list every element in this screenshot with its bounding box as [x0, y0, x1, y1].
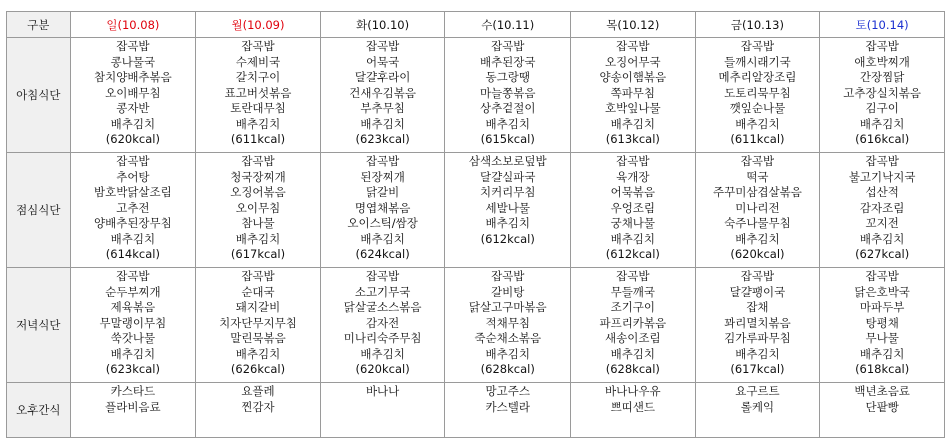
menu-item: 잡곡밥 — [616, 269, 650, 283]
calorie-value: (613kcal) — [605, 132, 660, 146]
menu-item: 잡곡밥 — [740, 154, 775, 168]
menu-cell-lunch-wed — [445, 153, 571, 268]
menu-item: 불고기낙지국 — [848, 169, 916, 184]
menu-item: 단팥빵 — [865, 399, 899, 414]
menu-item: 잡곡밥 — [241, 39, 275, 53]
menu-cell-lunch-sun — [70, 153, 196, 268]
menu-item: 무들깨국 — [610, 284, 656, 299]
menu-cell-lunch-thu — [571, 153, 696, 268]
menu-item: 김구이 — [865, 101, 899, 115]
menu-item: 어묵볶음 — [610, 185, 656, 199]
menu-cell-dinner-fri — [695, 268, 820, 383]
menu-item: 참나물 — [241, 216, 275, 230]
menu-item: 애호박찌개 — [854, 54, 910, 69]
menu-cell-dinner-sun — [70, 268, 196, 383]
menu-item: 삼색소보로덮밥 — [468, 154, 547, 168]
menu-cell-lunch-mon — [196, 153, 321, 268]
menu-item: 김가루파무침 — [724, 331, 791, 345]
menu-item: 적채무침 — [485, 315, 530, 330]
calorie-value: (627kcal) — [855, 247, 910, 261]
menu-item: 어묵국 — [365, 54, 400, 69]
menu-item: 마파두부 — [859, 300, 905, 314]
menu-item: 요플레 — [241, 384, 275, 398]
menu-item: 배추김치 — [859, 346, 905, 361]
menu-item: 상추겉절이 — [479, 101, 536, 115]
calorie-value: (628kcal) — [480, 362, 535, 376]
menu-item: 참치양배추볶음 — [94, 70, 172, 84]
menu-item: 잡곡밥 — [740, 39, 775, 53]
menu-item: 오이배무침 — [105, 85, 161, 100]
menu-item: 잡곡밥 — [491, 39, 525, 53]
menu-item: 잡곡밥 — [365, 154, 400, 168]
menu-item: 표고버섯볶음 — [224, 85, 292, 100]
menu-cell-lunch-fri — [695, 153, 820, 268]
menu-item: 배추김치 — [735, 231, 780, 246]
menu-cell-dinner-thu — [571, 268, 696, 383]
menu-item: 닭갈비 — [365, 185, 400, 199]
menu-cell-breakfast-mon — [196, 38, 321, 153]
menu-item: 잡곡밥 — [865, 39, 899, 53]
menu-item: 달걀후라이 — [354, 70, 411, 84]
menu-item: 토란대무침 — [230, 101, 286, 115]
menu-item: 배추김치 — [360, 116, 405, 131]
menu-item: 롤케익 — [740, 399, 775, 414]
menu-item: 미나리숙주무침 — [343, 331, 422, 345]
menu-item: 세발나물 — [485, 200, 530, 215]
menu-item: 잡곡밥 — [365, 269, 400, 283]
menu-item: 들깨시래기국 — [724, 54, 791, 69]
menu-item: 부추무침 — [360, 101, 405, 115]
menu-cell-dinner-tue — [320, 268, 445, 383]
snack-row — [7, 383, 945, 438]
row-label: 아침식단 — [7, 38, 71, 153]
menu-item: 간장찜닭 — [859, 70, 905, 84]
menu-item: 잡곡밥 — [740, 269, 775, 283]
menu-item: 건새우김볶음 — [349, 85, 416, 100]
menu-item: 배추김치 — [110, 231, 156, 246]
calorie-value: (623kcal) — [105, 362, 160, 376]
day-header-tue: 화(10.10) — [320, 12, 445, 38]
menu-item: 배추김치 — [235, 231, 281, 246]
menu-item: 달걀실파국 — [479, 169, 536, 184]
menu-item: 청국장찌개 — [230, 169, 286, 184]
menu-item: 잡곡밥 — [241, 154, 275, 168]
menu-item: 조기구이 — [610, 300, 656, 314]
menu-item: 배추김치 — [485, 216, 530, 230]
menu-item: 명엽채볶음 — [354, 200, 411, 215]
menu-item: 된장찌개 — [360, 169, 405, 184]
menu-item: 갈치구이 — [235, 70, 281, 84]
menu-cell-dinner-sat — [820, 268, 945, 383]
menu-item: 말린묵볶음 — [230, 331, 286, 345]
menu-item: 죽순채소볶음 — [474, 331, 542, 345]
menu-item: 잡곡밥 — [865, 154, 899, 168]
row-label: 저녁식단 — [7, 268, 71, 383]
menu-item: 메추리알장조림 — [718, 70, 797, 84]
menu-cell-lunch-tue — [320, 153, 445, 268]
menu-item: 배추김치 — [735, 346, 780, 361]
menu-cell-snack-thu — [571, 383, 696, 438]
menu-item: 배추김치 — [610, 116, 656, 131]
menu-item: 배추김치 — [360, 231, 405, 246]
menu-item: 닭살고구마볶음 — [468, 300, 547, 314]
menu-item: 잡곡밥 — [116, 269, 150, 283]
menu-cell-snack-tue — [320, 383, 445, 438]
menu-item: 배추김치 — [110, 346, 156, 361]
menu-item: 쁘띠샌드 — [610, 399, 656, 414]
menu-item: 떡국 — [746, 169, 769, 184]
calorie-value: (612kcal) — [480, 231, 535, 246]
menu-item: 잡채 — [746, 300, 769, 314]
menu-item: 무말랭이무침 — [99, 315, 167, 330]
weekly-menu-table — [6, 11, 945, 438]
menu-item: 오징어볶음 — [230, 185, 286, 199]
menu-item: 무나물 — [865, 331, 899, 345]
menu-item: 궁채나물 — [610, 216, 656, 230]
menu-item: 잡곡밥 — [365, 39, 400, 53]
menu-item: 콩자반 — [116, 101, 150, 115]
weekly-menu-container — [6, 11, 945, 438]
menu-item: 탕평채 — [865, 315, 899, 330]
menu-item: 수제비국 — [235, 54, 281, 69]
day-header-sat: 토(10.14) — [820, 12, 945, 38]
day-header-fri: 금(10.13) — [695, 12, 820, 38]
menu-item: 주꾸미삼겹살볶음 — [713, 185, 802, 199]
menu-cell-breakfast-tue — [320, 38, 445, 153]
menu-cell-snack-mon — [196, 383, 321, 438]
menu-item: 고추장실치볶음 — [843, 85, 922, 100]
menu-cell-breakfast-sat — [820, 38, 945, 153]
menu-item: 배추김치 — [110, 116, 156, 131]
menu-item: 오이스틱/쌈장 — [347, 216, 418, 230]
menu-item: 배추김치 — [859, 116, 905, 131]
calorie-value: (620kcal) — [105, 132, 160, 146]
menu-cell-dinner-mon — [196, 268, 321, 383]
day-header-wed: 수(10.11) — [445, 12, 571, 38]
menu-item: 제육볶음 — [110, 300, 156, 314]
menu-item: 잡곡밥 — [616, 154, 650, 168]
menu-item: 갈비탕 — [491, 284, 525, 299]
menu-item: 숙주나물무침 — [724, 216, 791, 230]
menu-item: 잡곡밥 — [491, 269, 525, 283]
menu-item: 배추김치 — [859, 231, 905, 246]
menu-item: 호박잎나물 — [605, 101, 661, 115]
menu-item: 순두부찌개 — [105, 284, 161, 299]
menu-item: 잡곡밥 — [116, 154, 150, 168]
menu-item: 닭살굴소스볶음 — [343, 300, 422, 314]
menu-item: 찐감자 — [241, 399, 275, 414]
menu-item: 배추김치 — [610, 231, 656, 246]
menu-item: 밤호박닭살조림 — [94, 185, 172, 199]
dinner-row — [7, 268, 945, 383]
menu-item: 오징어무국 — [605, 54, 661, 69]
menu-item: 추어탕 — [116, 169, 150, 184]
day-header-thu: 목(10.12) — [571, 12, 696, 38]
menu-item: 양배추된장무침 — [94, 216, 172, 230]
menu-cell-snack-sun — [70, 383, 196, 438]
menu-item: 우엉조림 — [610, 200, 656, 215]
menu-item: 육개장 — [616, 169, 650, 184]
menu-item: 잡곡밥 — [865, 269, 899, 283]
menu-item: 배추김치 — [735, 116, 780, 131]
menu-cell-snack-sat — [820, 383, 945, 438]
menu-cell-snack-fri — [695, 383, 820, 438]
menu-cell-dinner-wed — [445, 268, 571, 383]
menu-item: 섭산적 — [865, 185, 899, 199]
menu-item: 배추김치 — [485, 346, 530, 361]
menu-item: 쪽파무침 — [610, 85, 656, 100]
calorie-value: (620kcal) — [355, 362, 410, 376]
menu-cell-breakfast-wed — [445, 38, 571, 153]
menu-item: 순대국 — [241, 284, 275, 299]
menu-item: 치커리무침 — [479, 185, 536, 199]
menu-item: 치자단무지무침 — [219, 315, 297, 330]
menu-item: 쑥갓나물 — [110, 331, 156, 345]
calorie-value: (623kcal) — [355, 132, 410, 146]
menu-item: 달걀팽이국 — [729, 284, 786, 299]
menu-item: 배추김치 — [235, 346, 281, 361]
menu-item: 고추전 — [116, 200, 150, 215]
menu-item: 새송이조림 — [605, 331, 661, 345]
menu-cell-lunch-sat — [820, 153, 945, 268]
menu-item: 배추된장국 — [479, 54, 536, 69]
calorie-value: (615kcal) — [480, 132, 535, 146]
day-header-sun: 일(10.08) — [70, 12, 196, 38]
menu-item: 바나나 — [365, 384, 400, 398]
menu-item: 배추김치 — [235, 116, 281, 131]
menu-item: 카스타드 — [110, 384, 156, 398]
menu-item: 배추김치 — [485, 116, 530, 131]
calorie-value: (616kcal) — [855, 132, 910, 146]
calorie-value: (618kcal) — [855, 362, 910, 376]
menu-item: 감자조림 — [859, 200, 905, 215]
menu-item: 잡곡밥 — [241, 269, 275, 283]
menu-item: 돼지갈비 — [235, 300, 281, 314]
calorie-value: (626kcal) — [230, 362, 286, 376]
calorie-value: (612kcal) — [605, 247, 660, 261]
lunch-row — [7, 153, 945, 268]
day-header-mon: 월(10.09) — [196, 12, 321, 38]
menu-body — [7, 38, 945, 438]
calorie-value: (617kcal) — [230, 247, 286, 261]
calorie-value: (624kcal) — [355, 247, 410, 261]
menu-item: 동그랑땡 — [485, 70, 530, 84]
menu-item: 깻잎순나물 — [729, 101, 786, 115]
menu-cell-breakfast-sun — [70, 38, 196, 153]
menu-item: 오이무침 — [235, 200, 281, 215]
menu-item: 도토리묵무침 — [724, 85, 791, 100]
menu-item: 콩나물국 — [110, 54, 156, 69]
breakfast-row — [7, 38, 945, 153]
menu-item: 망고주스 — [485, 384, 530, 398]
corner-label: 구분 — [7, 12, 71, 38]
menu-cell-breakfast-thu — [571, 38, 696, 153]
calorie-value: (617kcal) — [730, 362, 785, 376]
calorie-value: (611kcal) — [730, 132, 785, 146]
menu-item: 바나나우유 — [605, 384, 661, 398]
calorie-value: (628kcal) — [605, 362, 660, 376]
menu-cell-snack-wed — [445, 383, 571, 438]
menu-item: 카스텔라 — [485, 399, 530, 414]
row-label: 오후간식 — [7, 383, 71, 438]
menu-item: 닭은호박국 — [854, 284, 910, 299]
menu-item: 요구르트 — [735, 384, 780, 398]
menu-item: 미나리전 — [735, 200, 780, 215]
row-label: 점심식단 — [7, 153, 71, 268]
calorie-value: (611kcal) — [230, 132, 286, 146]
menu-item: 백년초음료 — [854, 384, 910, 398]
menu-item: 배추김치 — [610, 346, 656, 361]
menu-item: 소고기무국 — [354, 284, 411, 299]
menu-item: 마늘쫑볶음 — [479, 85, 536, 100]
menu-cell-breakfast-fri — [695, 38, 820, 153]
menu-item: 감자전 — [365, 315, 400, 330]
menu-item: 플라비음료 — [105, 399, 161, 414]
calorie-value: (620kcal) — [730, 247, 785, 261]
calorie-value: (614kcal) — [105, 247, 160, 261]
menu-item: 꽈리멸치볶음 — [724, 315, 791, 330]
header-row — [7, 12, 945, 38]
menu-item: 꼬지전 — [865, 216, 899, 230]
menu-item: 배추김치 — [360, 346, 405, 361]
menu-item: 파프리카볶음 — [599, 315, 667, 330]
menu-item: 잡곡밥 — [116, 39, 150, 53]
menu-item: 잡곡밥 — [616, 39, 650, 53]
menu-item: 양송이햄볶음 — [599, 70, 667, 84]
